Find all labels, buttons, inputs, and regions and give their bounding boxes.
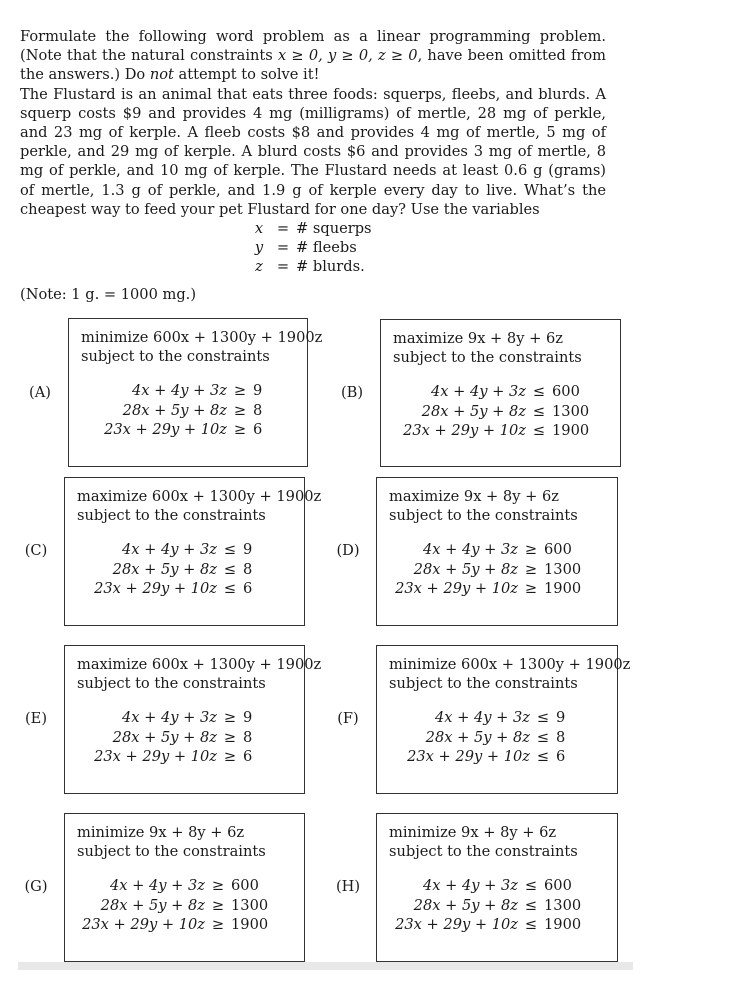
- constraint-relation: ≥: [211, 877, 225, 895]
- constraint-relation: ≤: [532, 422, 546, 440]
- objective-function: maximize 9x + 8y + 6z: [393, 330, 563, 347]
- constraint-lhs: 23x + 29y + 10z: [395, 580, 518, 598]
- option-label-f[interactable]: (F): [337, 710, 359, 727]
- bottom-shade: [18, 962, 633, 970]
- constraint-rhs: 9: [556, 709, 566, 727]
- constraints: [381, 382, 620, 441]
- constraint-row: [65, 728, 304, 748]
- constraint-relation: ≤: [536, 748, 550, 766]
- constraint-rhs: 600: [552, 383, 580, 401]
- constraint-lhs: 28x + 5y + 8z: [421, 402, 526, 420]
- constraint-rhs: 9: [253, 382, 263, 400]
- constraint-lhs: 28x + 5y + 8z: [122, 401, 227, 419]
- constraint-row: [65, 579, 304, 599]
- constraint-relation: ≥: [233, 401, 247, 419]
- constraint-lhs: 28x + 5y + 8z: [112, 560, 217, 578]
- option-label-g[interactable]: (G): [24, 878, 48, 895]
- objective-function: maximize 9x + 8y + 6z: [389, 488, 559, 505]
- instructions-paragraph: Formulate the following word problem as a linear programming problem. (Note that the natural constraints x ≥ 0, y ≥ 0, z ≥ 0, have been omitted from the answers.) Do not attempt to solve it!: [20, 28, 607, 84]
- option-box-f[interactable]: [376, 645, 631, 794]
- constraint-rhs: 6: [556, 748, 566, 766]
- constraint-relation: ≥: [211, 896, 225, 914]
- option-label-h[interactable]: (H): [335, 878, 361, 895]
- constraints: [377, 708, 617, 767]
- constraint-rhs: 600: [544, 877, 572, 895]
- constraint-lhs: 4x + 4y + 3z: [422, 541, 518, 559]
- constraint-lhs: 23x + 29y + 10z: [94, 580, 217, 598]
- natural-constraints: x ≥ 0, y ≥ 0, z ≥ 0: [278, 47, 418, 65]
- subject-to-label: subject to the constraints: [393, 349, 582, 366]
- constraint-lhs: 23x + 29y + 10z: [403, 422, 526, 440]
- option-box-b[interactable]: [380, 319, 621, 467]
- constraint-lhs: 4x + 4y + 3z: [430, 383, 526, 401]
- constraint-rhs: 600: [231, 877, 259, 895]
- variable-definitions: [248, 219, 372, 276]
- objective-function: minimize 600x + 1300y + 1900z: [81, 329, 323, 346]
- constraint-relation: ≥: [223, 709, 237, 727]
- constraint-rhs: 1900: [231, 916, 269, 934]
- subject-to-label: subject to the constraints: [389, 507, 578, 524]
- constraint-rhs: 9: [243, 541, 253, 559]
- constraint-rhs: 1900: [544, 916, 582, 934]
- constraint-rhs: 1300: [552, 402, 590, 420]
- option-label-d[interactable]: (D): [336, 542, 360, 559]
- constraint-lhs: 4x + 4y + 3z: [109, 877, 205, 895]
- constraint-lhs: 4x + 4y + 3z: [121, 541, 217, 559]
- objective-function: minimize 9x + 8y + 6z: [77, 824, 245, 841]
- constraint-lhs: 28x + 5y + 8z: [413, 896, 518, 914]
- constraints: [65, 876, 304, 935]
- constraint-relation: ≤: [223, 541, 237, 559]
- constraint-row: [65, 540, 304, 560]
- constraint-relation: ≤: [524, 896, 538, 914]
- constraint-rhs: 1300: [544, 896, 582, 914]
- constraint-row: [69, 381, 307, 401]
- constraint-row: [377, 560, 617, 580]
- constraint-relation: ≤: [524, 877, 538, 895]
- constraint-lhs: 23x + 29y + 10z: [82, 916, 205, 934]
- constraint-relation: ≥: [524, 560, 538, 578]
- constraint-relation: ≥: [233, 382, 247, 400]
- option-box-h[interactable]: [376, 813, 618, 962]
- constraint-relation: ≤: [223, 580, 237, 598]
- constraint-lhs: 23x + 29y + 10z: [104, 421, 227, 439]
- constraint-rhs: 1300: [231, 896, 269, 914]
- option-box-g[interactable]: [64, 813, 305, 962]
- constraint-lhs: 28x + 5y + 8z: [100, 896, 205, 914]
- subject-to-label: subject to the constraints: [77, 507, 266, 524]
- constraint-row: [65, 915, 304, 935]
- option-label-b[interactable]: (B): [340, 384, 364, 401]
- constraint-rhs: 600: [544, 541, 572, 559]
- constraint-rhs: 1900: [544, 580, 582, 598]
- objective-function: maximize 600x + 1300y + 1900z: [77, 656, 322, 673]
- option-box-c[interactable]: [64, 477, 322, 626]
- constraint-rhs: 8: [243, 728, 253, 746]
- constraint-lhs: 4x + 4y + 3z: [131, 382, 227, 400]
- constraint-relation: ≤: [532, 402, 546, 420]
- constraint-row: [381, 402, 620, 422]
- objective-function: minimize 600x + 1300y + 1900z: [389, 656, 631, 673]
- option-box-e[interactable]: [64, 645, 322, 794]
- option-label-c[interactable]: (C): [24, 542, 48, 559]
- constraint-lhs: 23x + 29y + 10z: [407, 748, 530, 766]
- constraint-lhs: 23x + 29y + 10z: [395, 916, 518, 934]
- constraint-row: [377, 579, 617, 599]
- constraint-row: [65, 896, 304, 916]
- constraint-relation: ≥: [223, 728, 237, 746]
- constraint-lhs: 4x + 4y + 3z: [422, 877, 518, 895]
- option-box-d[interactable]: [376, 477, 618, 626]
- constraints: [377, 540, 617, 599]
- constraint-row: [377, 708, 617, 728]
- subject-to-label: subject to the constraints: [389, 675, 578, 692]
- emphasis-not: not: [149, 66, 174, 84]
- subject-to-label: subject to the constraints: [81, 348, 270, 365]
- constraint-row: [65, 747, 304, 767]
- constraint-row: [381, 421, 620, 441]
- constraints: [69, 381, 307, 440]
- constraint-lhs: 4x + 4y + 3z: [434, 709, 530, 727]
- constraint-relation: ≤: [524, 916, 538, 934]
- constraints: [65, 540, 304, 599]
- constraint-row: [377, 747, 617, 767]
- constraint-row: [65, 708, 304, 728]
- constraint-rhs: 1900: [552, 422, 590, 440]
- constraint-relation: ≥: [524, 580, 538, 598]
- constraint-rhs: 8: [243, 560, 253, 578]
- constraint-relation: ≤: [536, 728, 550, 746]
- constraint-relation: ≤: [532, 383, 546, 401]
- constraint-lhs: 23x + 29y + 10z: [94, 748, 217, 766]
- objective-function: minimize 9x + 8y + 6z: [389, 824, 557, 841]
- constraint-row: [69, 401, 307, 421]
- constraint-rhs: 6: [253, 421, 263, 439]
- constraint-row: [377, 876, 617, 896]
- constraint-row: [65, 560, 304, 580]
- constraint-rhs: 9: [243, 709, 253, 727]
- constraint-row: [377, 915, 617, 935]
- option-label-a[interactable]: (A): [29, 384, 51, 401]
- option-box-a[interactable]: [68, 318, 323, 467]
- constraint-row: [381, 382, 620, 402]
- option-label-e[interactable]: (E): [24, 710, 48, 727]
- constraint-rhs: 6: [243, 748, 253, 766]
- constraint-lhs: 28x + 5y + 8z: [425, 728, 530, 746]
- subject-to-label: subject to the constraints: [77, 843, 266, 860]
- subject-to-label: subject to the constraints: [389, 843, 578, 860]
- constraint-lhs: 28x + 5y + 8z: [413, 560, 518, 578]
- constraint-row: [65, 876, 304, 896]
- constraints: [377, 876, 617, 935]
- constraint-row: [377, 896, 617, 916]
- constraint-relation: ≥: [211, 916, 225, 934]
- constraint-relation: ≥: [223, 748, 237, 766]
- constraint-relation: ≤: [536, 709, 550, 727]
- constraint-rhs: 8: [556, 728, 566, 746]
- unit-note: (Note: 1 g. = 1000 mg.): [20, 286, 197, 303]
- variable-row: z = # blurds.: [255, 258, 365, 275]
- variable-row: y = # fleebs: [254, 239, 357, 256]
- constraint-relation: ≤: [223, 560, 237, 578]
- objective-function: maximize 600x + 1300y + 1900z: [77, 488, 322, 505]
- word-problem-paragraph: The Flustard is an animal that eats three foods: squerps, fleebs, and blurds. A squerp costs $9 and provides 4 mg (milligrams) of mertle, 28 mg of perkle, and 23 mg of kerple. A fleeb costs $8 and provides 4 mg of mertle, 5 mg of perkle, and 29 mg of kerple. A blurd costs $6 and provides 3 mg of mertle, 8 mg of perkle, and 10 mg of kerple. The Flustard needs at least 0.6 g (grams) of mertle, 1.3 g of perkle, and 1.9 g of kerple every day to live. What’s the cheapest way to feed your pet Flustard for one day? Use the variables: [20, 85, 606, 218]
- constraints: [65, 708, 304, 767]
- constraint-row: [377, 728, 617, 748]
- constraint-row: [69, 420, 307, 440]
- constraint-relation: ≥: [524, 541, 538, 559]
- constraint-rhs: 6: [243, 580, 253, 598]
- problem-statement: [20, 27, 606, 219]
- constraint-row: [377, 540, 617, 560]
- constraint-rhs: 1300: [544, 560, 582, 578]
- constraint-lhs: 4x + 4y + 3z: [121, 709, 217, 727]
- constraint-relation: ≥: [233, 421, 247, 439]
- variable-row: x = # squerps: [254, 220, 372, 237]
- constraint-lhs: 28x + 5y + 8z: [112, 728, 217, 746]
- subject-to-label: subject to the constraints: [77, 675, 266, 692]
- constraint-rhs: 8: [253, 401, 263, 419]
